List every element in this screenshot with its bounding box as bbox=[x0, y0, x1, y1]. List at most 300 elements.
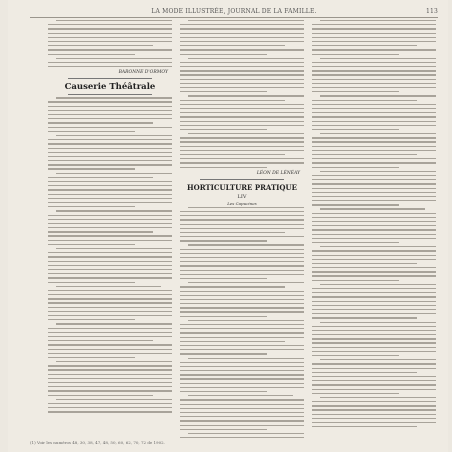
text-line bbox=[56, 286, 161, 287]
text-line bbox=[180, 121, 304, 122]
text-line bbox=[320, 171, 436, 172]
text-line bbox=[320, 208, 425, 209]
text-line bbox=[320, 133, 436, 134]
text-line bbox=[312, 368, 436, 369]
text-line bbox=[312, 162, 436, 163]
text-line bbox=[312, 104, 436, 105]
text-line bbox=[312, 137, 436, 138]
text-line bbox=[48, 160, 172, 161]
text-line bbox=[48, 369, 172, 370]
text-line bbox=[48, 340, 153, 341]
text-line bbox=[180, 24, 304, 25]
text-line bbox=[312, 91, 399, 92]
text-line bbox=[312, 238, 436, 239]
text-line bbox=[48, 298, 172, 299]
text-line bbox=[48, 219, 172, 220]
column-1 bbox=[48, 20, 172, 438]
text-line bbox=[312, 179, 436, 180]
text-line bbox=[312, 225, 436, 226]
text-line bbox=[312, 229, 436, 230]
text-line bbox=[312, 326, 436, 327]
text-line bbox=[180, 324, 304, 325]
text-line bbox=[312, 108, 436, 109]
text-line bbox=[180, 286, 285, 287]
text-line bbox=[180, 399, 304, 400]
text-line bbox=[48, 319, 135, 320]
text-line bbox=[48, 131, 135, 132]
text-line bbox=[48, 177, 153, 178]
text-line bbox=[312, 204, 399, 205]
text-line bbox=[48, 28, 172, 29]
text-line bbox=[48, 374, 172, 375]
footnote: (1) Voir les numéros 48, 30, 38, 47, 48, 50, 60, 62, 70, 72 de 1902. bbox=[30, 440, 165, 445]
text-line bbox=[312, 305, 436, 306]
text-line bbox=[312, 301, 436, 302]
text-line bbox=[180, 41, 304, 42]
text-line bbox=[180, 141, 304, 142]
text-line bbox=[48, 127, 172, 128]
text-line bbox=[312, 167, 399, 168]
text-line bbox=[48, 118, 172, 119]
text-line bbox=[48, 181, 172, 182]
text-line bbox=[180, 54, 267, 55]
text-line bbox=[312, 384, 436, 385]
text-line bbox=[56, 135, 172, 136]
text-line bbox=[312, 309, 436, 310]
header-rule bbox=[30, 17, 438, 18]
text-line bbox=[312, 175, 436, 176]
text-line bbox=[48, 273, 172, 274]
text-line bbox=[312, 255, 436, 256]
text-line bbox=[48, 390, 172, 391]
text-line bbox=[180, 408, 304, 409]
text-line bbox=[312, 45, 417, 46]
text-line bbox=[56, 210, 172, 211]
text-line bbox=[48, 315, 172, 316]
text-line bbox=[180, 104, 304, 105]
text-line bbox=[180, 224, 304, 225]
journal-title: LA MODE ILLUSTRÉE, JOURNAL DE LA FAMILLE. bbox=[151, 8, 317, 15]
text-line bbox=[188, 244, 304, 245]
text-line bbox=[180, 278, 267, 279]
text-line bbox=[312, 292, 436, 293]
text-line bbox=[48, 344, 172, 345]
text-line bbox=[312, 196, 436, 197]
text-line bbox=[48, 332, 172, 333]
text-line bbox=[48, 206, 135, 207]
text-line bbox=[48, 198, 172, 199]
text-line bbox=[48, 223, 172, 224]
text-line bbox=[180, 249, 304, 250]
text-line bbox=[312, 426, 417, 427]
text-line bbox=[312, 280, 399, 281]
text-line bbox=[180, 307, 304, 308]
text-line bbox=[312, 347, 436, 348]
text-line bbox=[312, 221, 436, 222]
text-line bbox=[48, 143, 172, 144]
text-line bbox=[56, 323, 172, 324]
text-line bbox=[188, 282, 304, 283]
text-line bbox=[312, 125, 436, 126]
text-line bbox=[180, 337, 304, 338]
text-line bbox=[180, 420, 304, 421]
text-line bbox=[48, 240, 172, 241]
text-line bbox=[48, 235, 172, 236]
text-line bbox=[312, 393, 399, 394]
text-line bbox=[56, 173, 172, 174]
text-line bbox=[180, 374, 304, 375]
text-line bbox=[48, 24, 172, 25]
text-line bbox=[180, 125, 304, 126]
column-2-intro-text bbox=[180, 20, 304, 168]
text-line bbox=[48, 411, 172, 412]
text-line bbox=[48, 189, 172, 190]
text-line bbox=[48, 139, 172, 140]
text-line bbox=[312, 33, 436, 34]
text-line bbox=[180, 265, 304, 266]
text-line bbox=[180, 219, 304, 220]
column-2-body-text bbox=[180, 207, 304, 439]
text-line bbox=[312, 141, 436, 142]
text-line bbox=[312, 380, 436, 381]
text-line bbox=[312, 192, 436, 193]
text-line bbox=[180, 33, 304, 34]
text-line bbox=[180, 162, 304, 163]
text-line bbox=[320, 359, 436, 360]
text-line bbox=[312, 37, 436, 38]
text-line bbox=[180, 349, 304, 350]
text-line bbox=[180, 404, 304, 405]
text-line bbox=[48, 307, 172, 308]
text-line bbox=[312, 259, 436, 260]
text-line bbox=[312, 213, 436, 214]
column-1-body-text bbox=[48, 97, 172, 412]
text-line bbox=[312, 41, 436, 42]
text-line bbox=[180, 108, 304, 109]
text-line bbox=[48, 349, 172, 350]
text-line bbox=[312, 376, 436, 377]
text-line bbox=[56, 361, 172, 362]
text-line bbox=[48, 41, 172, 42]
text-line bbox=[188, 358, 304, 359]
text-line bbox=[180, 49, 304, 50]
text-line bbox=[48, 290, 172, 291]
text-line bbox=[48, 168, 135, 169]
text-line bbox=[48, 101, 172, 102]
text-line bbox=[312, 418, 436, 419]
text-line bbox=[48, 202, 172, 203]
text-line bbox=[320, 20, 436, 21]
text-line bbox=[312, 146, 436, 147]
text-line bbox=[180, 79, 304, 80]
text-line bbox=[180, 270, 304, 271]
text-line bbox=[48, 252, 172, 253]
text-line bbox=[312, 401, 436, 402]
text-line bbox=[312, 129, 399, 130]
text-line bbox=[180, 391, 267, 392]
text-line bbox=[48, 122, 153, 123]
text-line bbox=[48, 365, 172, 366]
column-2 bbox=[180, 20, 304, 438]
text-line bbox=[48, 282, 135, 283]
text-line bbox=[312, 363, 436, 364]
text-line bbox=[312, 70, 436, 71]
text-line bbox=[180, 137, 304, 138]
text-line bbox=[180, 383, 304, 384]
text-line bbox=[312, 54, 399, 55]
column-3 bbox=[312, 20, 436, 438]
text-line bbox=[48, 215, 172, 216]
text-line bbox=[48, 311, 172, 312]
text-line bbox=[48, 66, 172, 67]
journal-page bbox=[8, 0, 448, 452]
text-line bbox=[180, 257, 304, 258]
section-number: LIV bbox=[237, 193, 247, 200]
column-3-body-text bbox=[312, 20, 436, 427]
text-line bbox=[180, 332, 304, 333]
text-line bbox=[180, 378, 304, 379]
text-line bbox=[312, 183, 436, 184]
text-line bbox=[188, 320, 304, 321]
text-line bbox=[180, 83, 304, 84]
text-line bbox=[180, 328, 304, 329]
text-line bbox=[312, 372, 417, 373]
text-line bbox=[48, 353, 172, 354]
text-line bbox=[312, 200, 436, 201]
text-line bbox=[180, 211, 304, 212]
text-line bbox=[320, 322, 436, 323]
text-line bbox=[48, 261, 172, 262]
text-line bbox=[320, 284, 436, 285]
text-line bbox=[56, 20, 172, 21]
text-line bbox=[180, 74, 304, 75]
text-line bbox=[48, 407, 172, 408]
section-divider bbox=[200, 179, 284, 180]
text-line bbox=[180, 232, 285, 233]
text-line bbox=[312, 188, 436, 189]
text-line bbox=[188, 58, 304, 59]
text-line bbox=[180, 295, 304, 296]
text-line bbox=[312, 317, 417, 318]
text-line bbox=[48, 328, 172, 329]
text-line bbox=[48, 256, 172, 257]
text-line bbox=[48, 277, 172, 278]
text-line bbox=[48, 265, 172, 266]
text-line bbox=[180, 154, 285, 155]
text-line bbox=[180, 429, 267, 430]
text-line bbox=[180, 274, 304, 275]
text-line bbox=[312, 351, 436, 352]
text-line bbox=[188, 20, 304, 21]
text-line bbox=[320, 397, 436, 398]
text-line bbox=[180, 70, 304, 71]
text-line bbox=[48, 37, 172, 38]
page-number: 113 bbox=[425, 8, 438, 15]
causerie-theatrale-title: Causerie Théâtrale bbox=[64, 82, 156, 93]
text-line bbox=[312, 263, 417, 264]
text-line bbox=[180, 62, 304, 63]
text-line bbox=[312, 405, 436, 406]
text-line bbox=[180, 345, 304, 346]
text-line bbox=[180, 362, 304, 363]
text-line bbox=[312, 66, 436, 67]
text-line bbox=[312, 242, 399, 243]
text-line bbox=[180, 129, 267, 130]
text-line bbox=[312, 271, 436, 272]
text-line bbox=[56, 399, 172, 400]
text-line bbox=[312, 150, 436, 151]
text-line bbox=[48, 45, 153, 46]
text-line bbox=[48, 33, 172, 34]
text-line bbox=[180, 87, 304, 88]
text-line bbox=[312, 422, 436, 423]
text-line bbox=[180, 366, 304, 367]
text-line bbox=[180, 100, 285, 101]
text-line bbox=[320, 246, 436, 247]
text-line bbox=[180, 116, 304, 117]
text-line bbox=[180, 412, 304, 413]
text-line bbox=[48, 54, 135, 55]
text-line bbox=[312, 79, 436, 80]
text-line bbox=[312, 355, 399, 356]
text-line bbox=[312, 338, 436, 339]
text-line bbox=[180, 291, 304, 292]
text-line bbox=[180, 341, 285, 342]
text-line bbox=[48, 395, 153, 396]
text-line bbox=[180, 37, 304, 38]
text-line bbox=[48, 194, 172, 195]
text-line bbox=[312, 158, 436, 159]
text-line bbox=[48, 231, 153, 232]
text-line bbox=[48, 227, 172, 228]
section-divider bbox=[68, 78, 152, 79]
page-header bbox=[30, 8, 438, 16]
text-line bbox=[320, 58, 436, 59]
text-line bbox=[48, 382, 172, 383]
text-line bbox=[180, 236, 304, 237]
text-line bbox=[48, 269, 172, 270]
text-line bbox=[48, 152, 172, 153]
text-line bbox=[312, 100, 417, 101]
text-line bbox=[56, 97, 172, 98]
text-line bbox=[188, 207, 304, 208]
text-line bbox=[312, 49, 436, 50]
text-line bbox=[312, 116, 436, 117]
text-line bbox=[48, 386, 172, 387]
text-line bbox=[48, 294, 172, 295]
text-line bbox=[312, 112, 436, 113]
text-line bbox=[48, 110, 172, 111]
text-line bbox=[312, 296, 436, 297]
column-1-signature: BARONNE D'ORMOY bbox=[118, 70, 168, 76]
text-line bbox=[312, 330, 436, 331]
text-line bbox=[312, 217, 436, 218]
horticulture-title: HORTICULTURE PRATIQUE bbox=[187, 182, 297, 192]
text-line bbox=[48, 336, 172, 337]
section-divider bbox=[68, 94, 152, 95]
text-line bbox=[180, 158, 304, 159]
text-line bbox=[312, 24, 436, 25]
text-line bbox=[48, 302, 172, 303]
text-line bbox=[188, 395, 293, 396]
text-line bbox=[180, 299, 304, 300]
text-line bbox=[180, 228, 304, 229]
text-line bbox=[180, 215, 304, 216]
text-line bbox=[48, 62, 172, 63]
text-line bbox=[48, 49, 172, 50]
text-line bbox=[48, 148, 172, 149]
text-line bbox=[180, 311, 304, 312]
text-line bbox=[312, 334, 436, 335]
text-line bbox=[48, 164, 172, 165]
text-line bbox=[48, 403, 172, 404]
text-line bbox=[312, 87, 436, 88]
text-line bbox=[48, 357, 135, 358]
text-line bbox=[180, 261, 304, 262]
text-line bbox=[56, 58, 172, 59]
text-line bbox=[48, 244, 135, 245]
column-2-signature: LÉON DE LÉNÉAY bbox=[256, 170, 300, 176]
text-line bbox=[320, 95, 436, 96]
text-line bbox=[180, 146, 304, 147]
text-line bbox=[312, 342, 436, 343]
text-line bbox=[180, 316, 267, 317]
text-line bbox=[48, 185, 172, 186]
text-line bbox=[180, 303, 304, 304]
text-line bbox=[312, 409, 436, 410]
text-line bbox=[180, 112, 304, 113]
text-line bbox=[48, 114, 172, 115]
text-line bbox=[180, 66, 304, 67]
text-line bbox=[48, 106, 172, 107]
text-line bbox=[312, 28, 436, 29]
text-line bbox=[312, 62, 436, 63]
text-line bbox=[188, 433, 304, 434]
text-line bbox=[180, 45, 285, 46]
text-line bbox=[312, 74, 436, 75]
text-line bbox=[188, 133, 304, 134]
text-line bbox=[48, 156, 172, 157]
text-line bbox=[312, 121, 436, 122]
text-line bbox=[180, 253, 304, 254]
text-line bbox=[180, 91, 267, 92]
section-subtitle: Les Capucines bbox=[227, 200, 257, 206]
text-line bbox=[180, 437, 304, 438]
text-line bbox=[180, 167, 267, 168]
text-line bbox=[312, 154, 417, 155]
text-line bbox=[312, 83, 436, 84]
text-line bbox=[180, 416, 304, 417]
text-line bbox=[312, 288, 436, 289]
text-line bbox=[56, 248, 172, 249]
text-line bbox=[312, 267, 436, 268]
column-1-intro-text bbox=[48, 20, 172, 67]
text-line bbox=[180, 150, 304, 151]
text-line bbox=[312, 313, 436, 314]
text-line bbox=[312, 414, 436, 415]
text-line bbox=[312, 275, 436, 276]
text-line bbox=[312, 250, 436, 251]
text-line bbox=[312, 234, 436, 235]
text-line bbox=[180, 387, 304, 388]
text-line bbox=[180, 28, 304, 29]
text-line bbox=[188, 95, 304, 96]
text-line bbox=[180, 370, 304, 371]
text-line bbox=[48, 378, 172, 379]
text-line bbox=[180, 353, 267, 354]
text-line bbox=[180, 425, 304, 426]
text-line bbox=[312, 389, 436, 390]
